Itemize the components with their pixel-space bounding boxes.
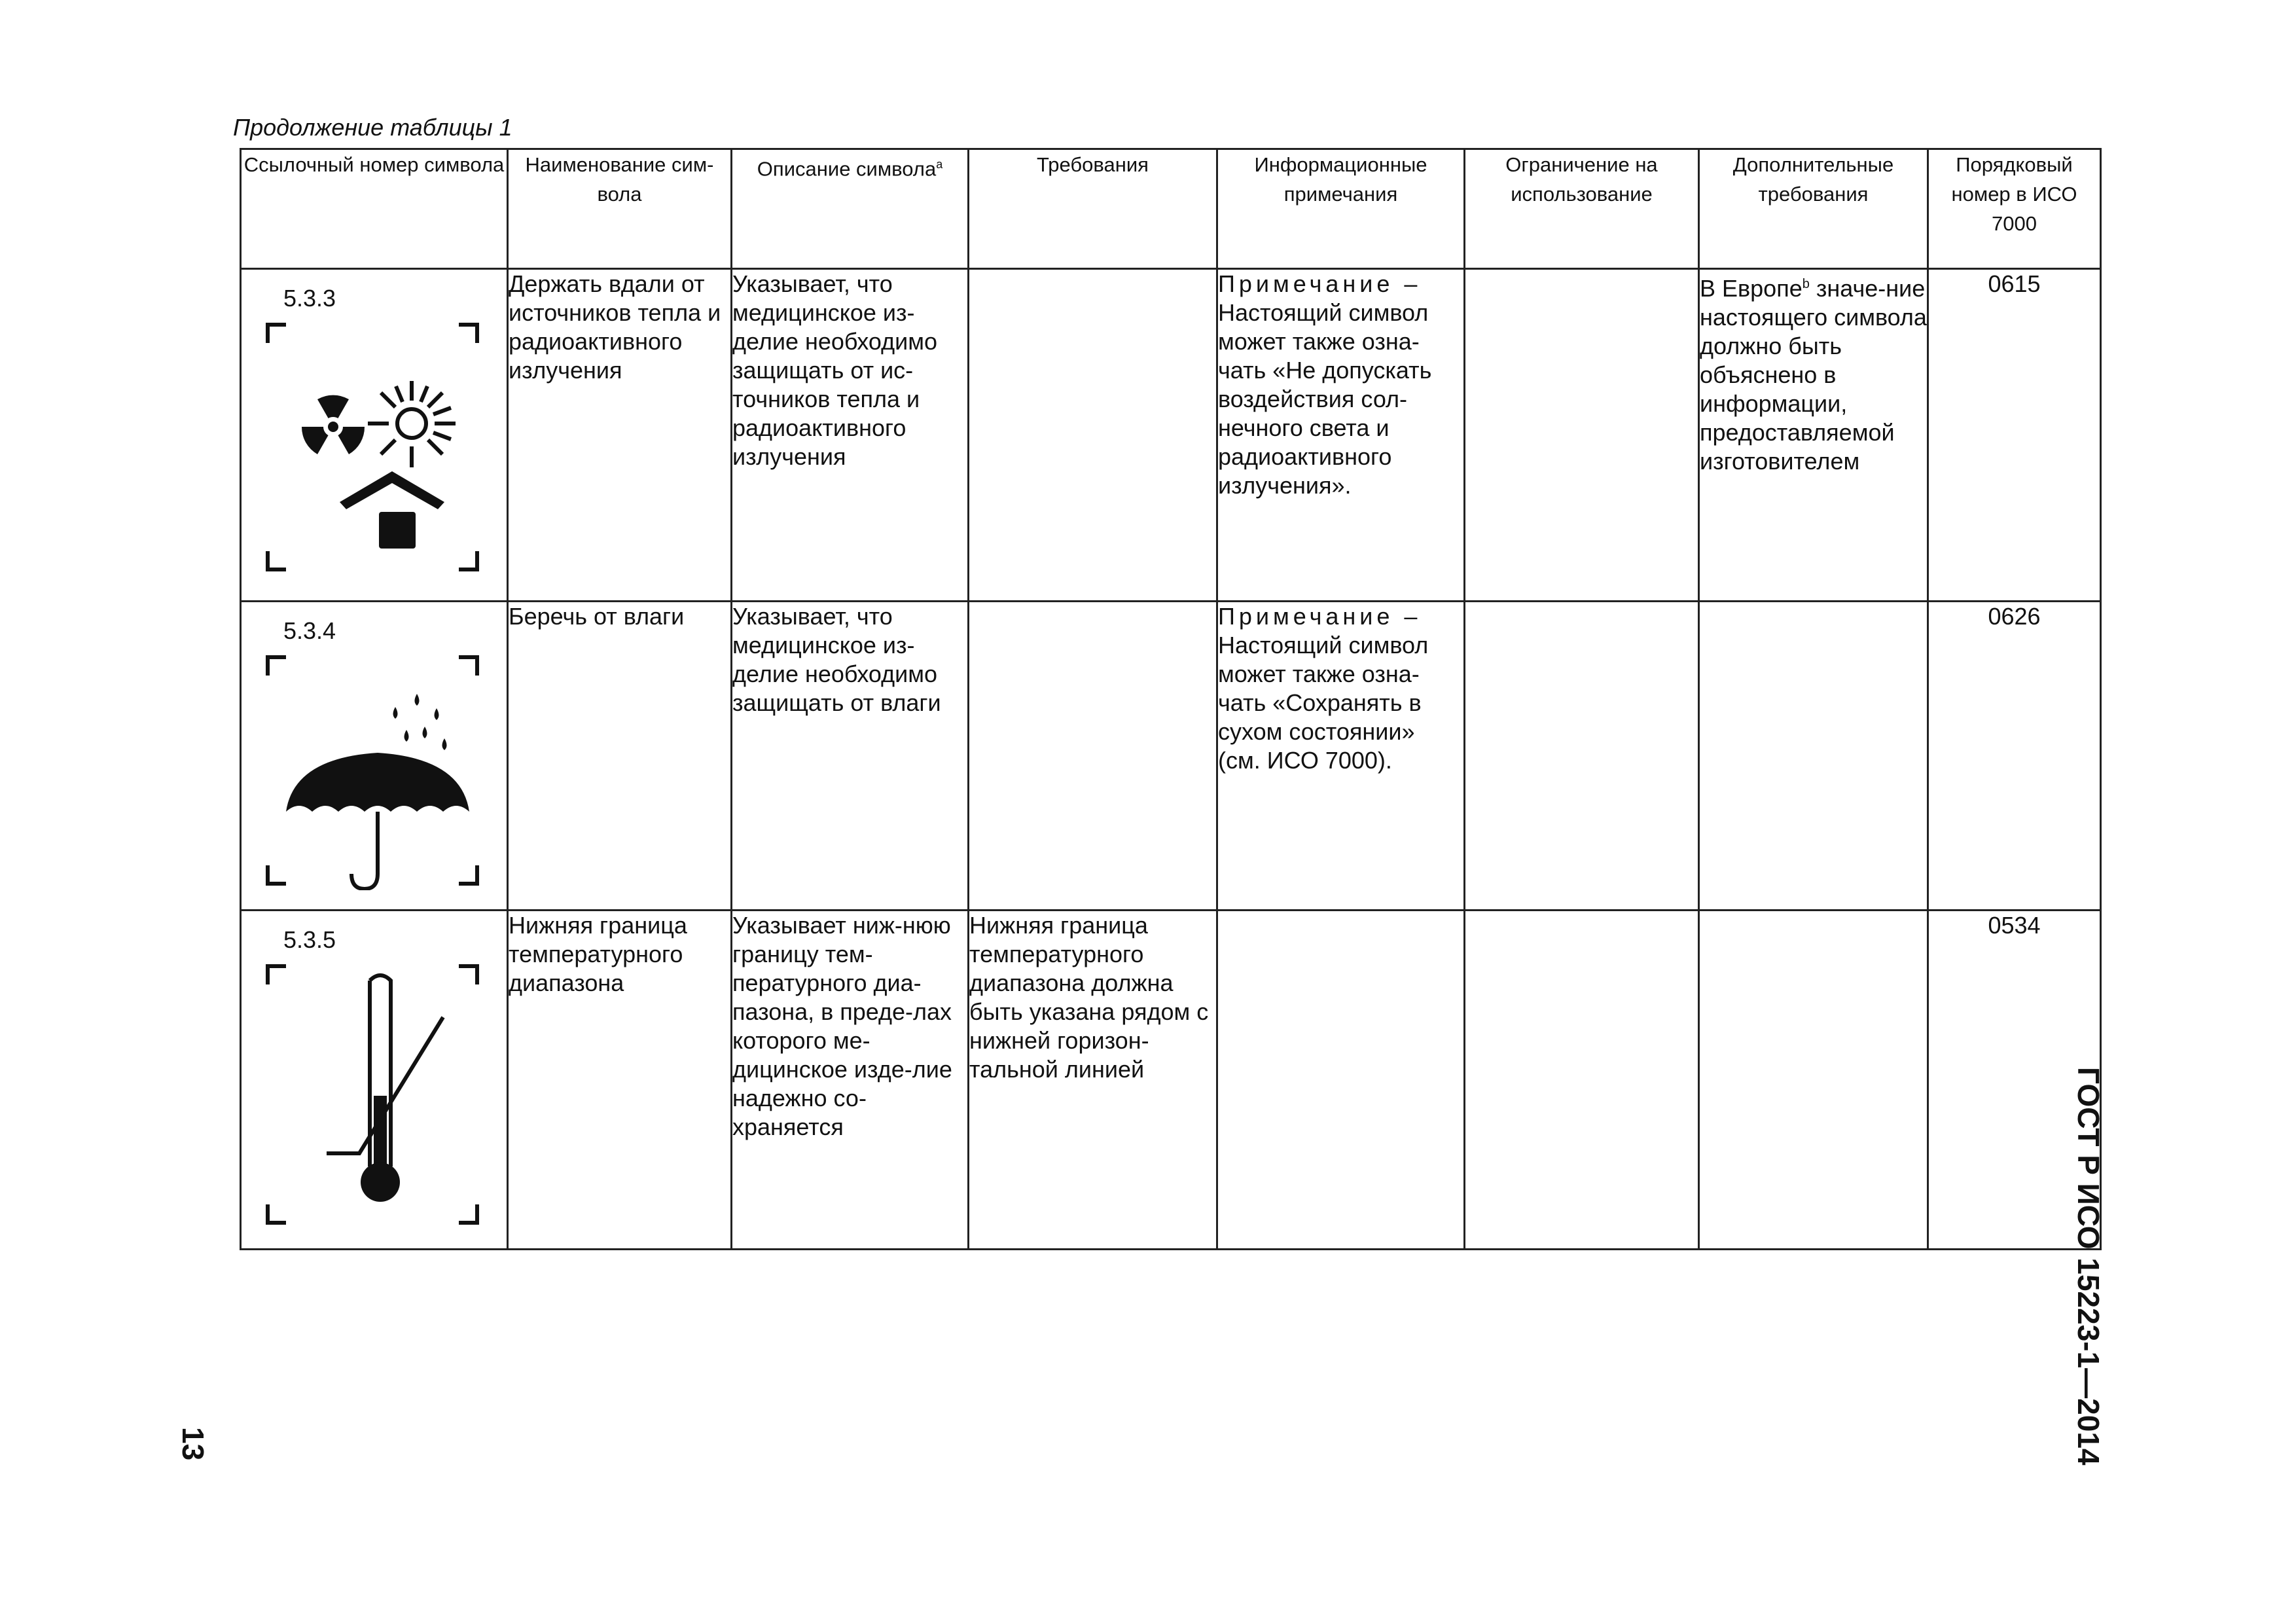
table-row: [241, 269, 2101, 602]
header-extra: Дополнительные требования: [1699, 149, 1928, 269]
ref-number: 5.3.5: [283, 926, 336, 953]
info-notes: [1217, 910, 1465, 1249]
header-req: Требования: [969, 149, 1217, 269]
document-standard-header: ГОСТ Р ИСО 15223-1—2014: [2072, 1067, 2106, 1466]
header-limit: Ограничение на использование: [1465, 149, 1699, 269]
info-notes: Примечание – Настоящий символ может также озна-чать «Не допускать воздействия сол-нечного света и радиоактивного излучения».: [1217, 269, 1465, 602]
note-label: Примечание –: [1218, 603, 1422, 630]
additional-requirements: В Европе$^b$ значе-ние настоящего символа должно быть объяснено в информации, предоставляемой изготовителем: [1699, 269, 1928, 602]
table-row: [241, 910, 2101, 1249]
symbol-cell: [241, 910, 508, 1249]
requirements: [969, 269, 1217, 602]
usage-limitation: [1465, 602, 1699, 911]
requirements: [969, 602, 1217, 911]
iso-7000-number: 0626: [1928, 602, 2101, 911]
header-info: Информационные примечания: [1217, 149, 1465, 269]
usage-limitation: [1465, 910, 1699, 1249]
symbol-description: Указывает ниж-нюю границу тем-пературного диа-пазона, в преде-лах которого ме-дицинское изде-лие надежно со-храняется: [732, 910, 969, 1249]
symbol-cell: [241, 602, 508, 911]
ref-number: 5.3.4: [283, 617, 336, 645]
keep-away-from-heat-and-radiation-icon: [261, 316, 484, 577]
usage-limitation: [1465, 269, 1699, 602]
header-iso: Порядковый номер в ИСО 7000: [1928, 149, 2101, 269]
symbol-description: Указывает, что медицинское из-делие необходимо защищать от влаги: [732, 602, 969, 911]
header-name: Наименование сим-вола: [508, 149, 732, 269]
ref-number: 5.3.3: [283, 285, 336, 312]
iso-7000-number: 0615: [1928, 269, 2101, 602]
symbol-name: Беречь от влаги: [508, 602, 732, 911]
symbol-cell: [241, 269, 508, 602]
page-number: 13: [176, 1427, 210, 1461]
symbol-name: Держать вдали от источников тепла и радиоактивного излучения: [508, 269, 732, 602]
table-caption: Продолжение таблицы 1: [233, 114, 512, 141]
info-notes: Примечание – Настоящий символ может также озна-чать «Сохранять в сухом состоянии» (см. ИСО 7000).: [1217, 602, 1465, 911]
header-desc: Описание символа$^a$: [732, 149, 969, 269]
header-ref: Ссылочный номер символа: [241, 149, 508, 269]
additional-requirements: [1699, 910, 1928, 1249]
requirements: Нижняя граница температурного диапазона должна быть указана рядом с нижней горизон-тальной линией: [969, 910, 1217, 1249]
table-header-row: [241, 149, 2101, 269]
table-row: [241, 602, 2101, 911]
keep-dry-umbrella-icon: [261, 648, 484, 890]
symbols-table: [240, 148, 2102, 1250]
iso-7000-number: 0534: [1928, 910, 2101, 1249]
lower-temperature-limit-thermometer-icon: [261, 957, 484, 1232]
additional-requirements: [1699, 602, 1928, 911]
symbol-name: Нижняя граница температурного диапазона: [508, 910, 732, 1249]
note-label: Примечание –: [1218, 270, 1422, 297]
symbol-description: Указывает, что медицинское из-делие необходимо защищать от ис-точников тепла и радиоактивного излучения: [732, 269, 969, 602]
